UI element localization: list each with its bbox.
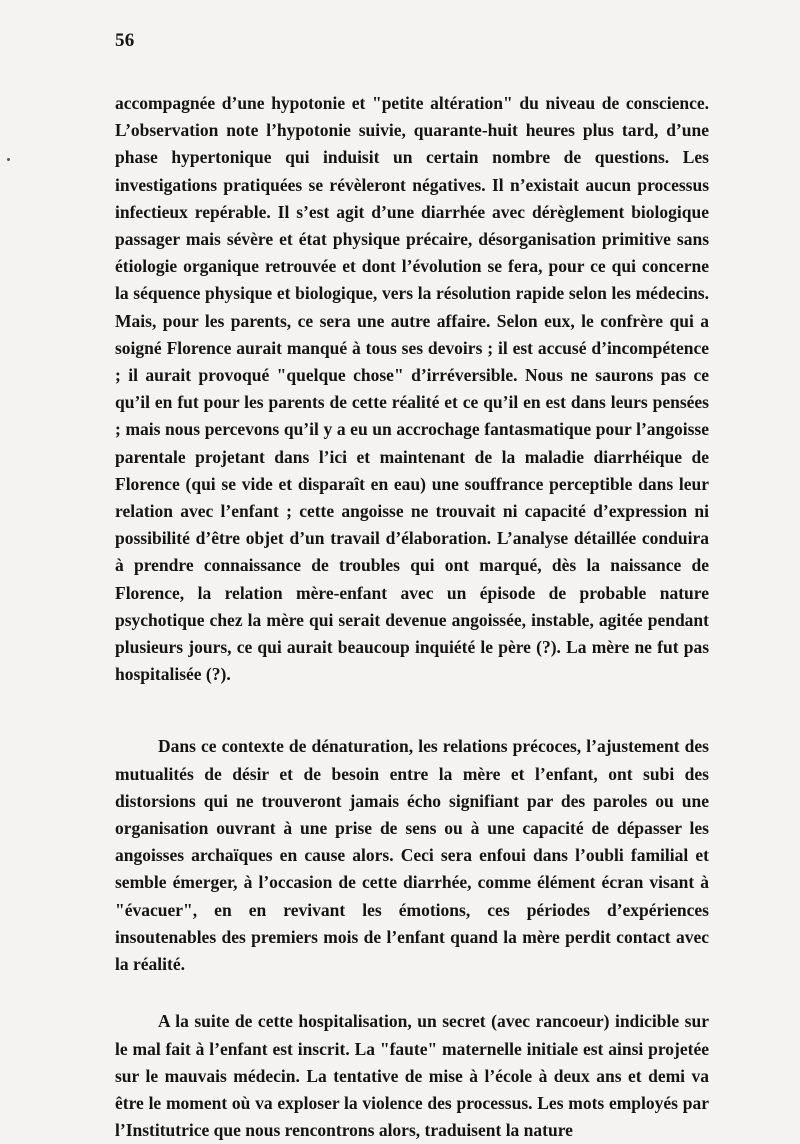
- paragraph-1: accompagnée d’une hypotonie et "petite altération" du niveau de conscience. L’observation note l’hypotonie suivie, quarante-huit heures plus tard, d’une phase hypertonique qui induisit un certain nombre de questions. Les investigations pratiquées se révèleront négatives. Il n’existait aucun processus infectieux repérable. Il s’est agit d’une diarrhée avec dérèglement biologique passager mais sévère et état physique précaire, désorganisation primitive sans étiologie organique retrouvée et dont l’évolution se fera, pour ce qui concerne la séquence physique et biologique, vers la résolution rapide selon les médecins. Mais, pour les parents, ce sera une autre affaire. Selon eux, le confrère qui a soigné Florence aurait manqué à tous ses devoirs ; il est accusé d’incompétence ; il aurait provoqué "quelque chose" d’irréversible. Nous ne saurons pas ce qu’il en fut pour les parents de cette réalité et ce qu’il en est dans leurs pensées ; mais nous percevons qu’il y a eu un accrochage fantasmatique pour l’angoisse parentale projetant dans l’ici et maintenant de la maladie diarrhéique de Florence (qui se vide et disparaît en eau) une souffrance perceptible dans leur relation avec l’enfant ; cette angoisse ne trouvait ni capacité d’expression ni possibilité d’être objet d’un travail d’élaboration. L’analyse détaillée conduira à prendre connaissance de troubles qui ont marqué, dès la naissance de Florence, la relation mère-enfant avec un épisode de probable nature psychotique chez la mère qui serait devenue angoissée, instable, agitée pendant plusieurs jours, ce qui aurait beaucoup inquiété le père (?). La mère ne fut pas hospitalisée (?).: [115, 93, 709, 685]
- body-text: [115, 90, 709, 1144]
- paragraph-2: Dans ce contexte de dénaturation, les relations précoces, l’ajustement des mutualités de désir et de besoin entre la mère et l’enfant, ont subi des distorsions qui ne trouveront jamais écho signifiant par des paroles ou une organisation ouvrant à une prise de sens ou à une capacité de dépasser les angoisses archaïques en cause alors. Ceci sera enfoui dans l’oubli familial et semble émerger, à l’occasion de cette diarrhée, comme élément écran visant à "évacuer", en en revivant les émotions, ces périodes d’expériences insoutenables des premiers mois de l’enfant quand la mère perdit contact avec la réalité.: [115, 736, 709, 975]
- paragraph-3: A la suite de cette hospitalisation, un secret (avec rancoeur) indicible sur le mal fait à l’enfant est inscrit. La "faute" maternelle initiale est ainsi projetée sur le mauvais médecin. La tentative de mise à l’école à deux ans et demi va être le moment où va exploser la violence des processus. Les mots employés par l’Institutrice que nous rencontrons alors, traduisent la nature: [115, 1011, 709, 1141]
- scan-speck: [7, 158, 10, 161]
- page-number: 56: [115, 30, 135, 51]
